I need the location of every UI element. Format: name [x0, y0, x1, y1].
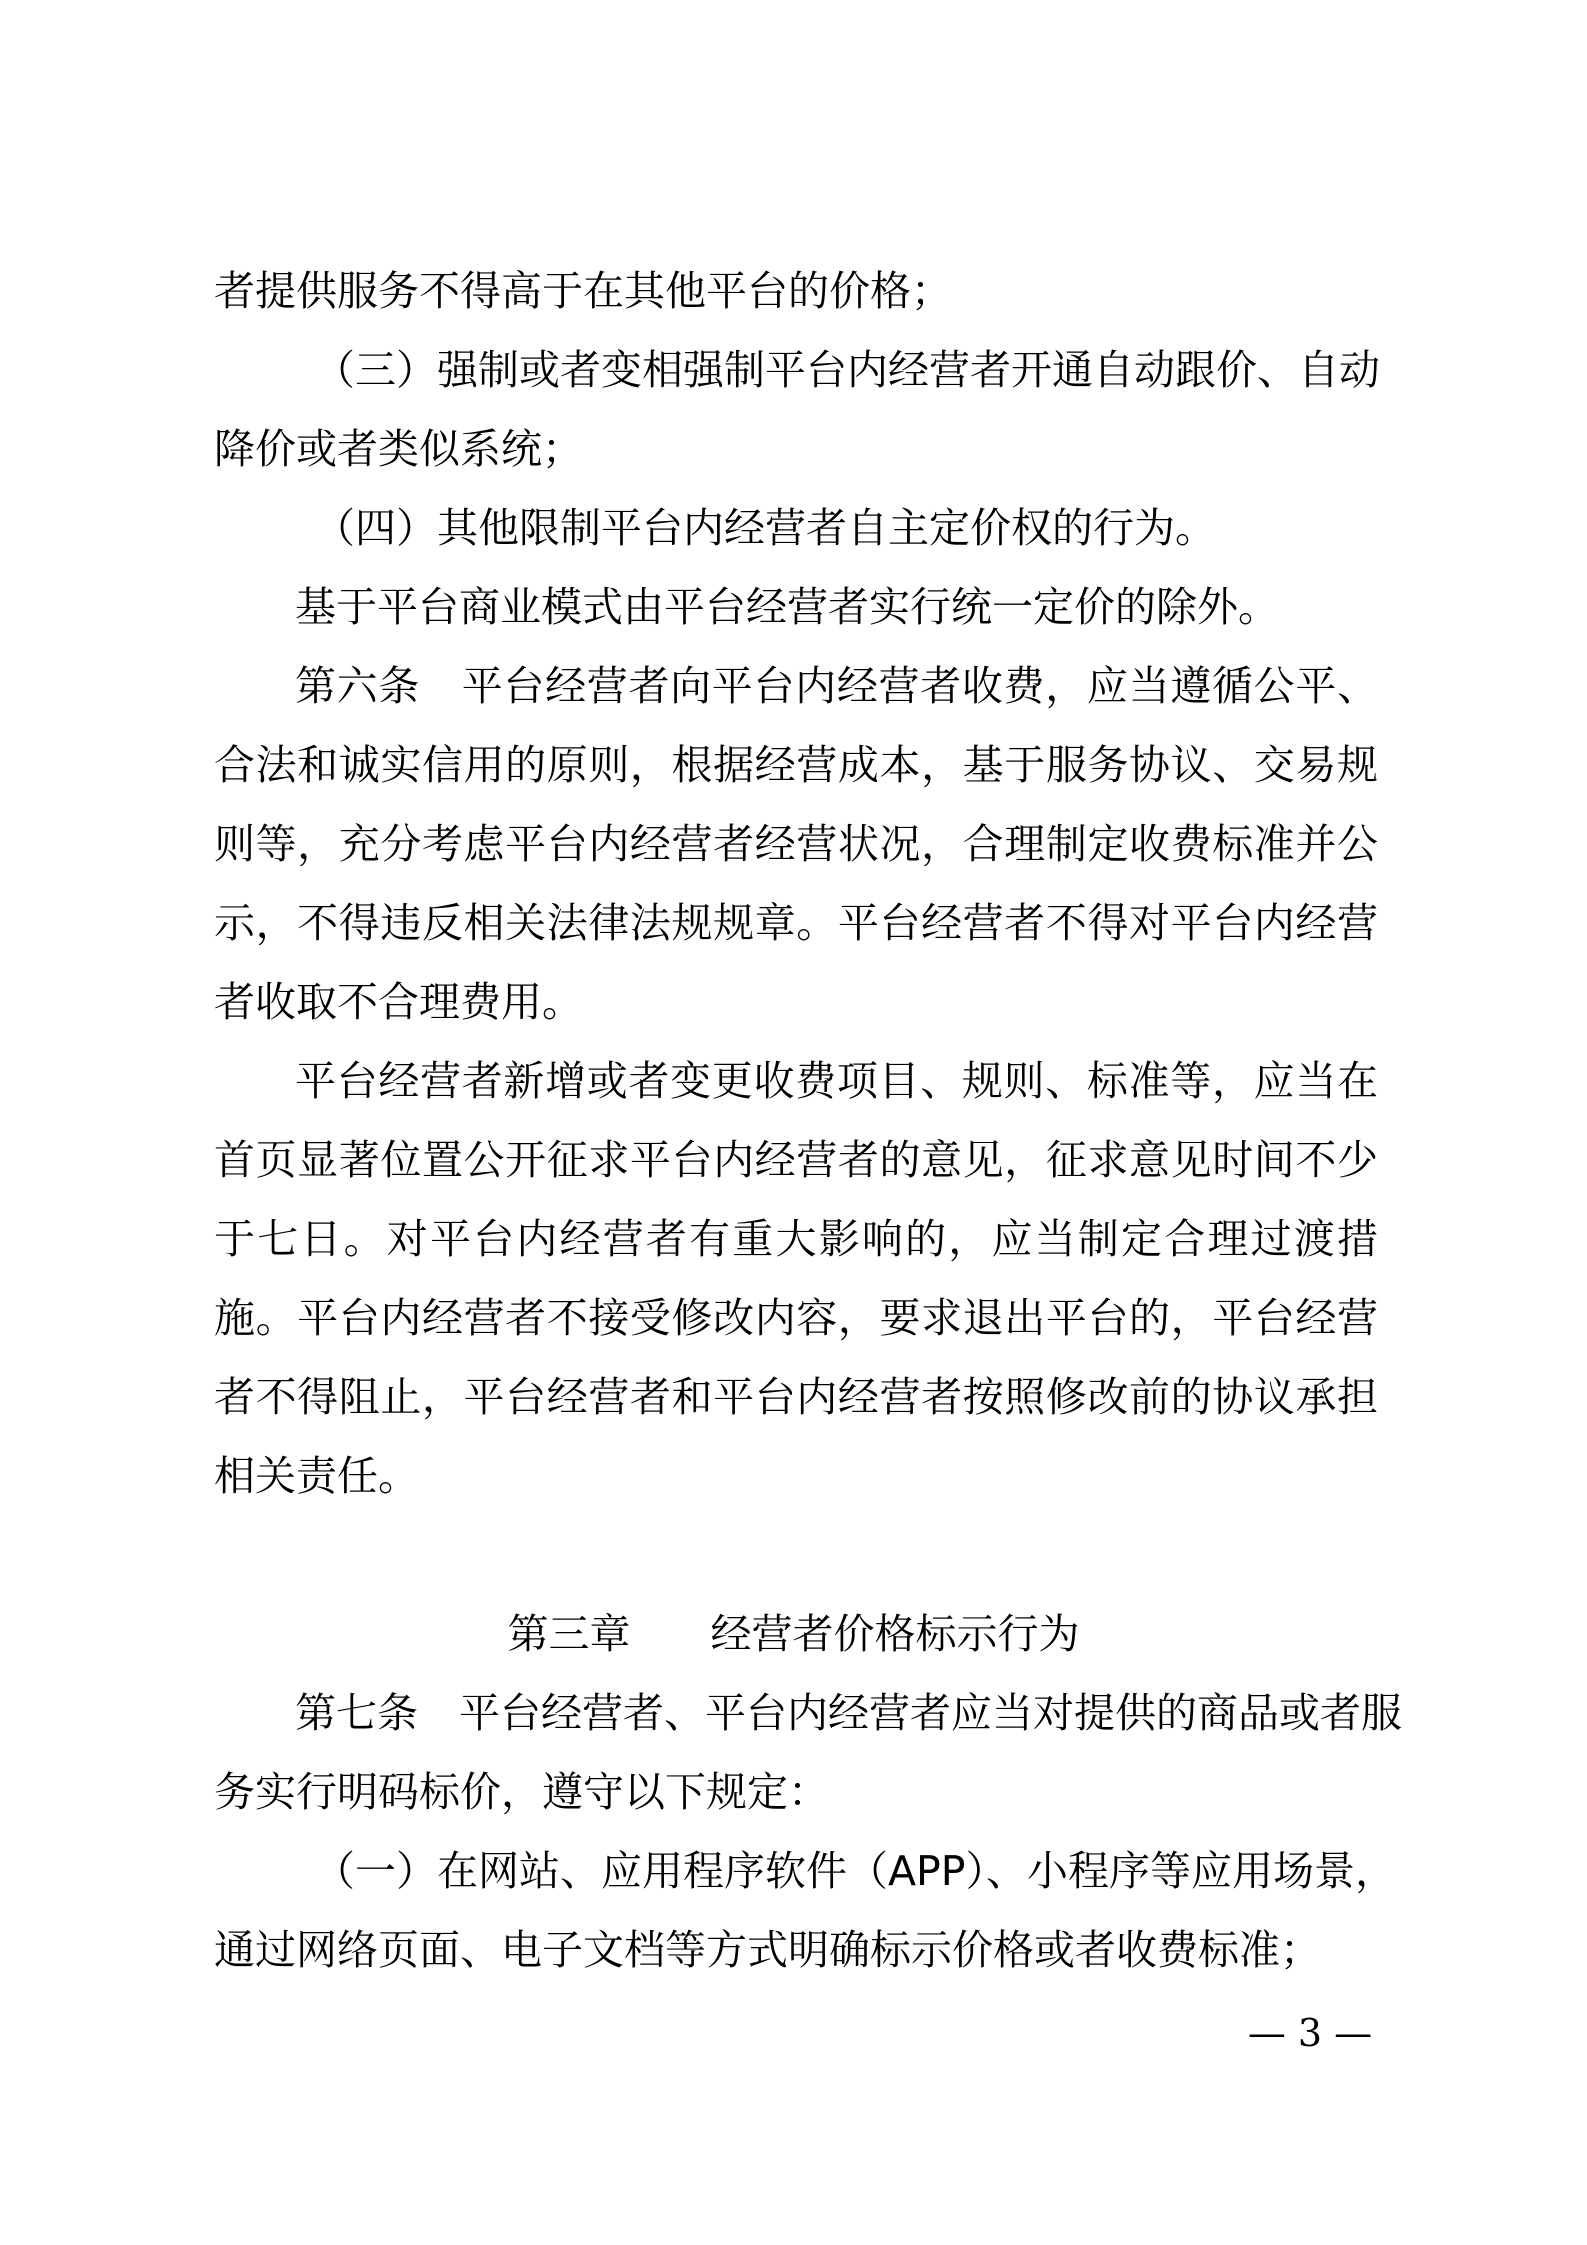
chapter-heading — [0, 1609, 1587, 1659]
text-line-15: 者不得阻止，平台经营者和平台内经营者按照修改前的协议承担 — [214, 1373, 1378, 1421]
text-line-5: 基于平台商业模式由平台经营者实行统一定价的除外。 — [295, 583, 1279, 631]
text-line-19: （一）在网站、应用程序软件（APP）、小程序等应用场景， — [314, 1847, 1396, 1895]
text-line-6: 第六条 平台经营者向平台内经营者收费，应当遵循公平、 — [295, 662, 1378, 710]
text-line-16: 相关责任。 — [214, 1452, 419, 1500]
text-line-14: 施。平台内经营者不接受修改内容，要求退出平台的，平台经营 — [214, 1294, 1378, 1342]
text-line-17: 第七条 平台经营者、平台内经营者应当对提供的商品或者服 — [295, 1689, 1402, 1737]
text-line-7: 合法和诚实信用的原则，根据经营成本，基于服务协议、交易规 — [214, 741, 1378, 789]
text-line-9: 示，不得违反相关法律法规规章。平台经营者不得对平台内经营 — [214, 899, 1378, 947]
page-number: — 3 — — [1247, 2011, 1373, 2055]
text-line-18: 务实行明码标价，遵守以下规定： — [214, 1768, 829, 1816]
text-line-13: 于七日。对平台内经营者有重大影响的，应当制定合理过渡措 — [214, 1215, 1378, 1263]
text-line-10: 者收取不合理费用。 — [214, 978, 583, 1026]
chapter-number: 第三章 — [507, 1610, 631, 1658]
text-line-4: （四）其他限制平台内经营者自主定价权的行为。 — [314, 504, 1216, 552]
text-line-1: 者提供服务不得高于在其他平台的价格； — [214, 267, 952, 315]
text-line-20: 通过网络页面、电子文档等方式明确标示价格或者收费标准； — [214, 1926, 1321, 1974]
text-line-3: 降价或者类似系统； — [214, 425, 583, 473]
text-line-8: 则等，充分考虑平台内经营者经营状况，合理制定收费标准并公 — [214, 820, 1378, 868]
text-line-2: （三）强制或者变相强制平台内经营者开通自动跟价、自动 — [314, 346, 1380, 394]
text-line-11: 平台经营者新增或者变更收费项目、规则、标准等，应当在 — [295, 1057, 1378, 1105]
chapter-title: 经营者价格标示行为 — [710, 1610, 1080, 1658]
text-line-12: 首页显著位置公开征求平台内经营者的意见，征求意见时间不少 — [214, 1136, 1378, 1184]
